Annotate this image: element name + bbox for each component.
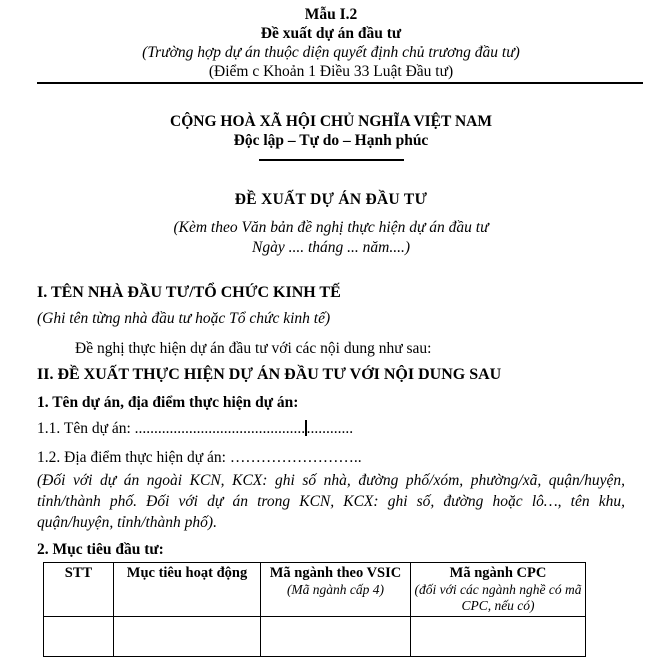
col-header-vsic-subtitle: (Mã ngành cấp 4) — [286, 582, 385, 597]
section-investor-note: (Ghi tên từng nhà đầu tư hoặc Tổ chức kinh tế) — [37, 310, 331, 327]
country-name: CỘNG HOÀ XÃ HỘI CHỦ NGHĨA VIỆT NAM — [170, 113, 492, 130]
field-project-name[interactable] — [37, 419, 625, 439]
section-investor-heading: I. TÊN NHÀ ĐẦU TƯ/TỔ CHỨC KINH TẾ — [37, 284, 341, 301]
national-header — [37, 112, 625, 161]
section-proposal-heading: II. ĐỀ XUẤT THỰC HIỆN DỰ ÁN ĐẦU TƯ VỚI NỘI DUNG SAU — [37, 366, 502, 383]
item-objective-heading: 2. Mục tiêu đầu tư: — [37, 541, 164, 558]
col-header-activity-objective — [114, 563, 261, 617]
table-cell-cpc-code[interactable] — [411, 617, 586, 657]
col-header-cpc-title: Mã ngành CPC — [449, 565, 547, 581]
motto-underline — [259, 159, 404, 161]
col-header-stt — [44, 563, 114, 617]
col-header-vsic-code — [261, 563, 411, 617]
field-project-name-dots-right[interactable]: ............ — [306, 420, 354, 437]
document-title: ĐỀ XUẤT DỰ ÁN ĐẦU TƯ — [234, 191, 428, 208]
col-header-cpc-subtitle: (đối với các ngành nghề có mã CPC, nếu có) — [414, 582, 582, 613]
form-legal-ref: (Điểm c Khoản 1 Điều 33 Luật Đầu tư) — [208, 63, 454, 80]
field-project-name-label: 1.1. Tên dự án: — [37, 420, 135, 437]
attachment-note-line2: Ngày .... tháng ... năm....) — [251, 239, 410, 256]
field-project-location-label: 1.2. Địa điểm thực hiện dự án: — [37, 449, 230, 466]
col-header-vsic-title: Mã ngành theo VSIC — [269, 565, 402, 581]
field-project-location-dots[interactable]: …………………….. — [229, 449, 362, 466]
field-project-location[interactable] — [37, 448, 625, 468]
objectives-table-header-row — [44, 563, 586, 617]
table-cell-stt[interactable] — [44, 617, 114, 657]
form-subtitle: (Trường hợp dự án thuộc diện quyết định chủ trương đầu tư) — [142, 44, 520, 61]
form-title: Đề xuất dự án đầu tư — [260, 25, 402, 42]
section-investor-intro: Đề nghị thực hiện dự án đầu tư với các nội dung như sau: — [75, 340, 432, 357]
objectives-table — [43, 562, 586, 657]
objectives-table-empty-row — [44, 617, 586, 657]
table-cell-activity-objective[interactable] — [114, 617, 261, 657]
form-code: Mẫu I.2 — [304, 6, 358, 23]
col-header-cpc-code — [411, 563, 586, 617]
col-header-stt-title: STT — [64, 565, 93, 581]
item-project-heading: 1. Tên dự án, địa điểm thực hiện dự án: — [37, 394, 299, 411]
attachment-note-line1: (Kèm theo Văn bản đề nghị thực hiện dự án đầu tư — [173, 219, 489, 236]
national-motto: Độc lập – Tự do – Hạnh phúc — [233, 132, 429, 149]
col-header-activity-objective-title: Mục tiêu hoạt động — [126, 565, 248, 581]
location-instruction-note: (Đối với dự án ngoài KCN, KCX: ghi số nhà, đường phố/xóm, phường/xã, quận/huyện, tỉnh/thành phố. Đối với dự án trong KCN, KCX: ghi số, đường hoặc lô…, tên khu, quận/huyện, tỉnh/thành phố). — [37, 472, 625, 531]
field-project-name-dots-left[interactable]: ............................................ — [134, 420, 306, 437]
table-cell-vsic-code[interactable] — [261, 617, 411, 657]
horizontal-rule — [37, 82, 643, 84]
